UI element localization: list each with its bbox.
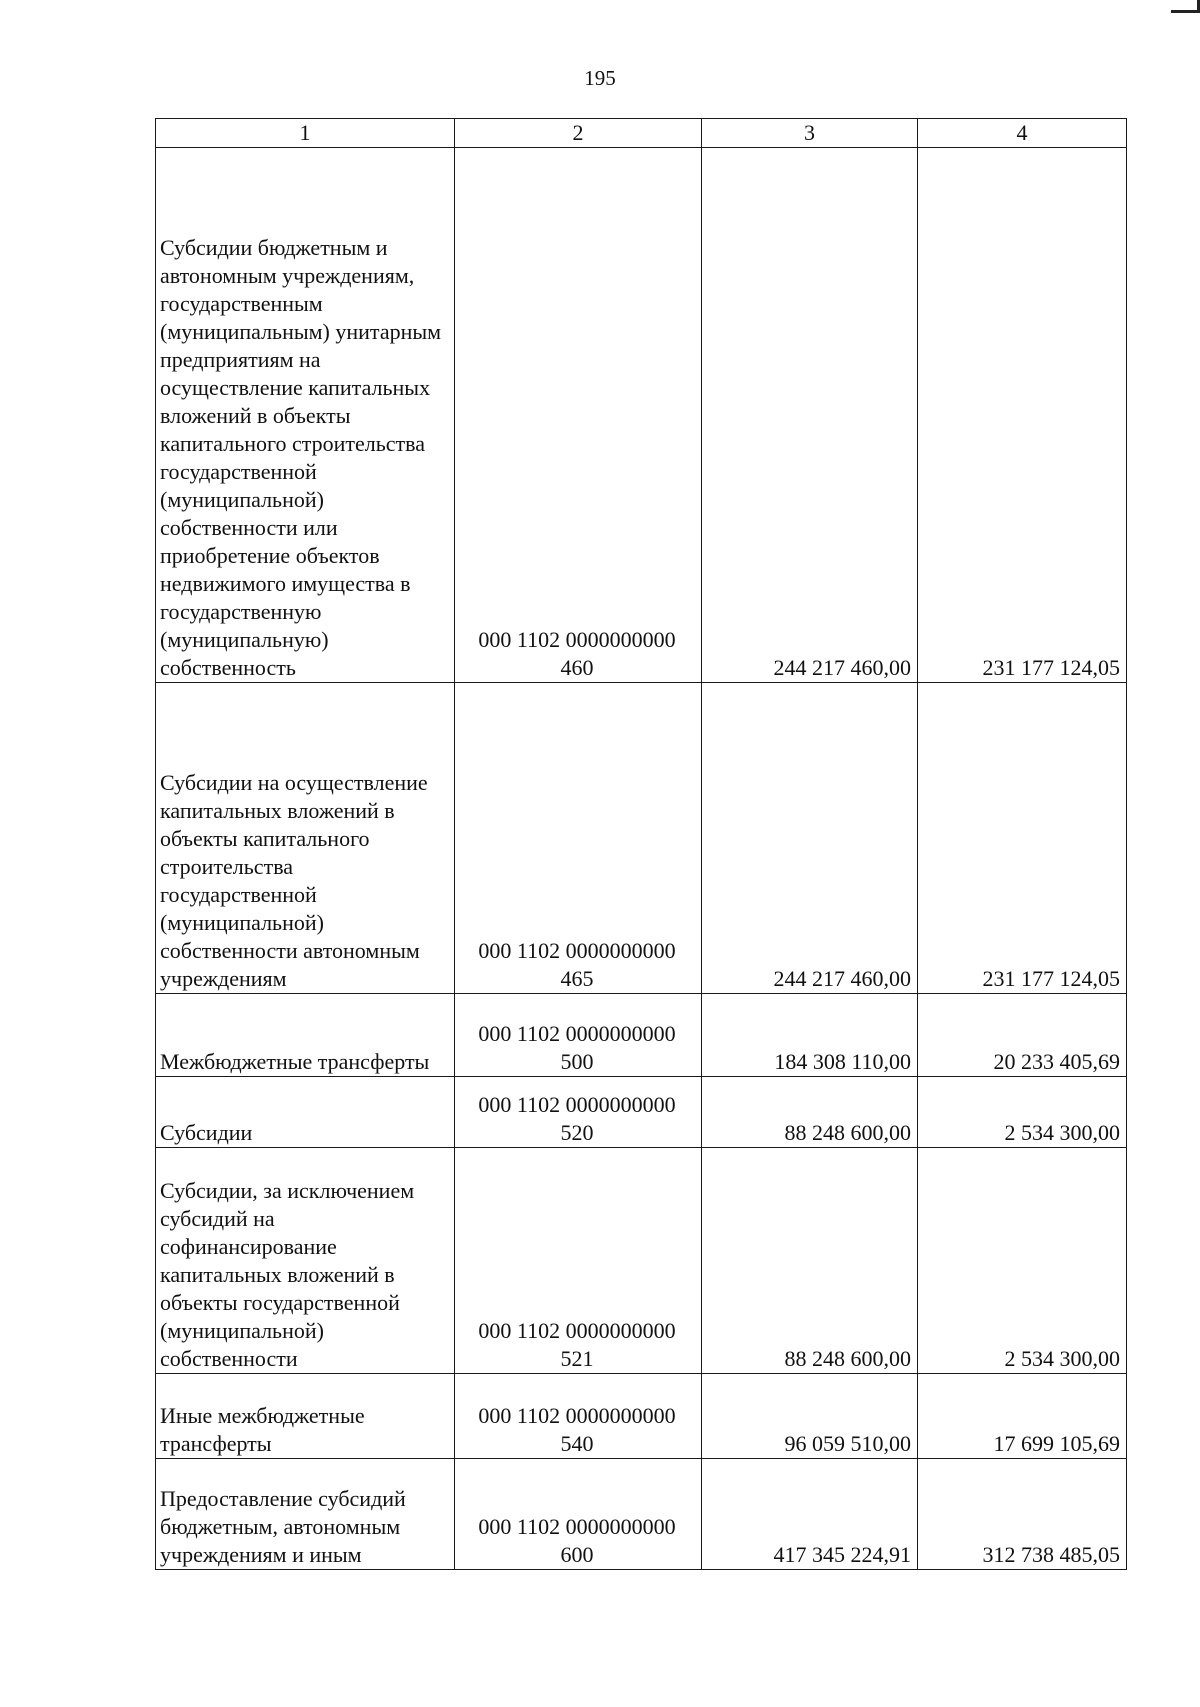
row-value-4: 231 177 124,05 — [918, 683, 1127, 994]
row-code-line1: 000 1102 0000000000 — [478, 627, 676, 652]
table-row — [156, 1148, 1127, 1374]
table-row — [156, 1459, 1127, 1570]
row-value-3: 96 059 510,00 — [702, 1374, 918, 1459]
column-header-3: 3 — [702, 119, 918, 148]
row-code-line2: 600 — [560, 1542, 594, 1567]
row-name: Межбюджетные трансферты — [156, 994, 455, 1077]
row-value-4: 2 534 300,00 — [918, 1077, 1127, 1148]
column-header-1: 1 — [156, 119, 455, 148]
row-code-line1: 000 1102 0000000000 — [478, 1092, 676, 1117]
column-header-4: 4 — [918, 119, 1127, 148]
page-number: 195 — [584, 66, 616, 90]
scan-corner-mark — [1171, 0, 1200, 13]
table-row — [156, 148, 1127, 683]
row-value-3: 417 345 224,91 — [702, 1459, 918, 1570]
row-value-4: 231 177 124,05 — [918, 148, 1127, 683]
row-name: Субсидии — [156, 1077, 455, 1148]
table-row — [156, 1077, 1127, 1148]
row-code-line1: 000 1102 0000000000 — [478, 1318, 676, 1343]
row-code — [455, 1459, 702, 1570]
row-value-4: 312 738 485,05 — [918, 1459, 1127, 1570]
row-value-3: 184 308 110,00 — [702, 994, 918, 1077]
column-header-2: 2 — [455, 119, 702, 148]
row-code — [455, 1148, 702, 1374]
row-name: Предоставление субсидий бюджетным, автономным учреждениям и иным — [156, 1459, 455, 1570]
row-code — [455, 148, 702, 683]
row-code-line2: 460 — [560, 655, 594, 680]
row-name: Субсидии на осуществление капитальных вложений в объекты капитального строительства государственной (муниципальной) собственности автономным учреждениям — [156, 683, 455, 994]
row-value-4: 17 699 105,69 — [918, 1374, 1127, 1459]
row-code-line2: 465 — [560, 966, 594, 991]
row-code-line2: 521 — [560, 1346, 594, 1371]
row-value-4: 20 233 405,69 — [918, 994, 1127, 1077]
row-code — [455, 994, 702, 1077]
row-value-3: 244 217 460,00 — [702, 148, 918, 683]
row-code-line1: 000 1102 0000000000 — [478, 1514, 676, 1539]
table-row — [156, 683, 1127, 994]
row-code-line2: 500 — [560, 1049, 594, 1074]
row-code — [455, 1077, 702, 1148]
row-name: Иные межбюджетные трансферты — [156, 1374, 455, 1459]
row-code-line1: 000 1102 0000000000 — [478, 1403, 676, 1428]
row-code-line1: 000 1102 0000000000 — [478, 1021, 676, 1046]
table-row — [156, 1374, 1127, 1459]
table-header-row — [156, 119, 1127, 148]
row-value-3: 88 248 600,00 — [702, 1077, 918, 1148]
table-row — [156, 994, 1127, 1077]
row-name: Субсидии бюджетным и автономным учреждениям, государственным (муниципальным) унитарным предприятиям на осуществление капитальных вложений в объекты капитального строительства государственной (муниципальной) собственности или приобретение объектов недвижимого имущества в государственную (муниципальную) собственность — [156, 148, 455, 683]
row-code-line1: 000 1102 0000000000 — [478, 938, 676, 963]
row-value-3: 244 217 460,00 — [702, 683, 918, 994]
row-value-3: 88 248 600,00 — [702, 1148, 918, 1374]
row-code-line2: 540 — [560, 1431, 594, 1456]
row-value-4: 2 534 300,00 — [918, 1148, 1127, 1374]
row-code — [455, 1374, 702, 1459]
budget-table — [155, 118, 1127, 1570]
row-code-line2: 520 — [560, 1120, 594, 1145]
row-code — [455, 683, 702, 994]
row-name: Субсидии, за исключением субсидий на софинансирование капитальных вложений в объекты государственной (муниципальной) собственности — [156, 1148, 455, 1374]
